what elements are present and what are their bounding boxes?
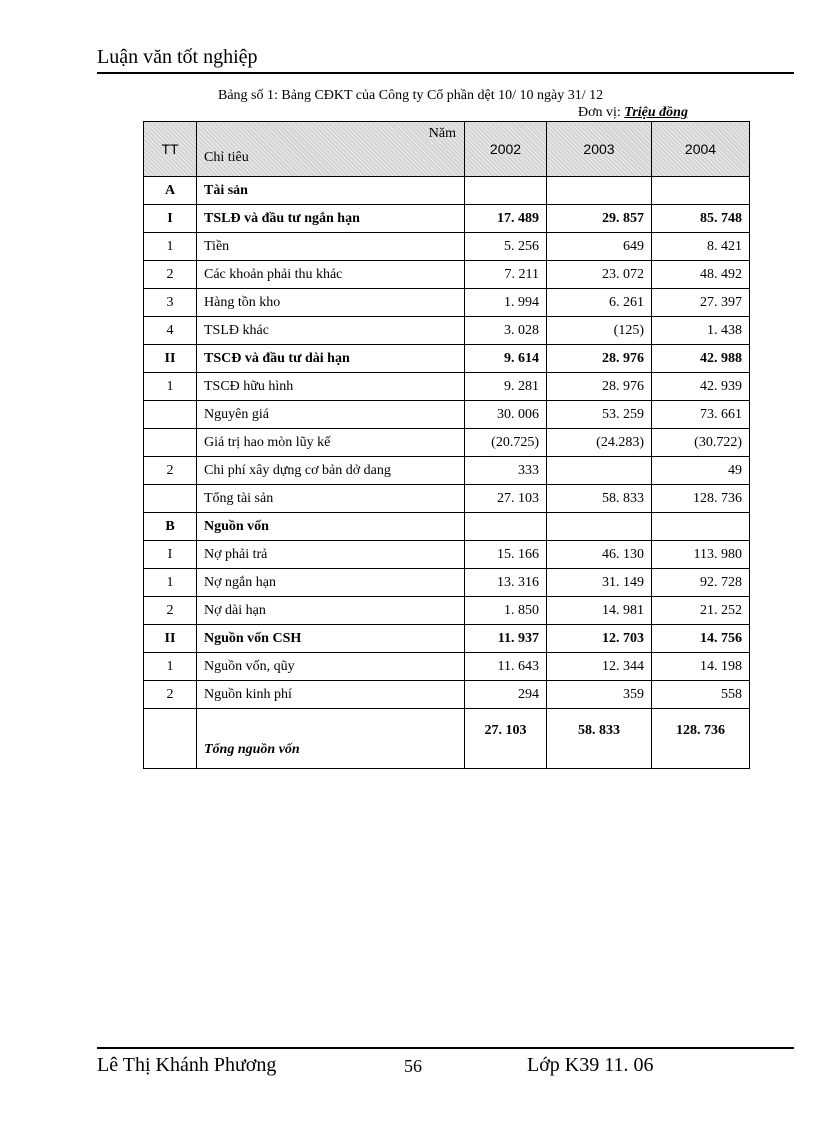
row-tt: 4 — [144, 317, 197, 345]
row-tt: 1 — [144, 569, 197, 597]
row-tt: 2 — [144, 457, 197, 485]
row-tt: 2 — [144, 681, 197, 709]
total-value-2004: 128. 736 — [652, 709, 750, 769]
row-value-2003: 649 — [547, 233, 652, 261]
row-tt — [144, 485, 197, 513]
row-value-2003: (125) — [547, 317, 652, 345]
row-value-2003 — [547, 457, 652, 485]
row-value-2003: 53. 259 — [547, 401, 652, 429]
table-row — [144, 681, 750, 709]
table-row — [144, 429, 750, 457]
row-value-2004: 48. 492 — [652, 261, 750, 289]
row-label: TSLĐ khác — [197, 317, 465, 345]
row-value-2003 — [547, 177, 652, 205]
row-value-2004: 113. 980 — [652, 541, 750, 569]
row-value-2003: 12. 703 — [547, 625, 652, 653]
header-chitieu: Chỉ tiêu — [204, 150, 249, 165]
row-tt: 1 — [144, 653, 197, 681]
row-value-2004: 92. 728 — [652, 569, 750, 597]
row-value-2002: 9. 614 — [465, 345, 547, 373]
table-row — [144, 569, 750, 597]
balance-sheet-table — [143, 121, 750, 769]
table-total-row — [144, 709, 750, 769]
table-row — [144, 233, 750, 261]
row-label: Chi phí xây dựng cơ bản dở dang — [197, 457, 465, 485]
header-year-2004: 2004 — [652, 122, 750, 177]
row-value-2003: 12. 344 — [547, 653, 652, 681]
row-label: Nợ ngắn hạn — [197, 569, 465, 597]
row-value-2004: 8. 421 — [652, 233, 750, 261]
row-value-2002: 30. 006 — [465, 401, 547, 429]
row-value-2004: (30.722) — [652, 429, 750, 457]
row-value-2002: 3. 028 — [465, 317, 547, 345]
row-label: Nợ phải trả — [197, 541, 465, 569]
row-value-2002 — [465, 513, 547, 541]
row-value-2003: 28. 976 — [547, 373, 652, 401]
row-label: Tài sản — [197, 177, 465, 205]
table-caption: Bảng số 1: Bảng CĐKT của Công ty Cổ phần dệt 10/ 10 ngày 31/ 12 — [218, 88, 604, 103]
table-row — [144, 289, 750, 317]
row-label: TSCĐ và đầu tư dài hạn — [197, 345, 465, 373]
footer-page-number: 56 — [404, 1056, 422, 1076]
footer-rule — [97, 1047, 794, 1049]
total-tt — [144, 709, 197, 769]
row-value-2004 — [652, 177, 750, 205]
row-label: Nguyên giá — [197, 401, 465, 429]
row-value-2003: 14. 981 — [547, 597, 652, 625]
row-value-2004: 1. 438 — [652, 317, 750, 345]
row-value-2002: (20.725) — [465, 429, 547, 457]
row-label: Hàng tồn kho — [197, 289, 465, 317]
total-label: Tổng nguồn vốn — [197, 709, 465, 769]
total-value-2002: 27. 103 — [465, 709, 547, 769]
table-row — [144, 345, 750, 373]
row-tt: 3 — [144, 289, 197, 317]
row-tt: II — [144, 625, 197, 653]
header-tt: TT — [144, 122, 197, 177]
table-row — [144, 653, 750, 681]
row-value-2004: 42. 988 — [652, 345, 750, 373]
row-tt — [144, 429, 197, 457]
row-value-2003: 28. 976 — [547, 345, 652, 373]
total-value-2003: 58. 833 — [547, 709, 652, 769]
table-row — [144, 485, 750, 513]
row-value-2004: 42. 939 — [652, 373, 750, 401]
row-value-2002: 294 — [465, 681, 547, 709]
row-value-2004: 27. 397 — [652, 289, 750, 317]
row-value-2002: 9. 281 — [465, 373, 547, 401]
row-value-2004: 558 — [652, 681, 750, 709]
row-value-2002: 333 — [465, 457, 547, 485]
row-value-2003: 31. 149 — [547, 569, 652, 597]
row-label: Nguồn vốn — [197, 513, 465, 541]
row-value-2003 — [547, 513, 652, 541]
table-row — [144, 597, 750, 625]
row-tt: 2 — [144, 261, 197, 289]
row-tt: A — [144, 177, 197, 205]
table-row — [144, 177, 750, 205]
row-value-2004: 21. 252 — [652, 597, 750, 625]
row-label: Nợ dài hạn — [197, 597, 465, 625]
row-value-2004: 49 — [652, 457, 750, 485]
row-value-2004 — [652, 513, 750, 541]
footer-class: Lớp K39 11. 06 — [527, 1054, 654, 1076]
row-label: Các khoản phải thu khác — [197, 261, 465, 289]
row-value-2002: 11. 937 — [465, 625, 547, 653]
table-row — [144, 513, 750, 541]
header-year-2003: 2003 — [547, 122, 652, 177]
unit-line — [578, 105, 688, 121]
row-value-2002: 7. 211 — [465, 261, 547, 289]
table-row — [144, 373, 750, 401]
row-value-2003: 46. 130 — [547, 541, 652, 569]
table-header-row — [144, 122, 750, 177]
unit-label: Đơn vị: — [578, 105, 621, 120]
row-label: Tổng tài sản — [197, 485, 465, 513]
row-label: TSLĐ và đầu tư ngắn hạn — [197, 205, 465, 233]
table-row — [144, 457, 750, 485]
row-value-2003: 359 — [547, 681, 652, 709]
table-row — [144, 625, 750, 653]
row-value-2002: 5. 256 — [465, 233, 547, 261]
row-value-2004: 14. 198 — [652, 653, 750, 681]
row-tt: II — [144, 345, 197, 373]
footer-author: Lê Thị Khánh Phương — [97, 1054, 277, 1076]
row-label: Tiền — [197, 233, 465, 261]
row-value-2002: 1. 994 — [465, 289, 547, 317]
row-tt: 2 — [144, 597, 197, 625]
row-value-2002: 1. 850 — [465, 597, 547, 625]
row-tt: B — [144, 513, 197, 541]
row-label: Giá trị hao mòn lũy kế — [197, 429, 465, 457]
unit-value: Triệu đồng — [624, 105, 688, 120]
page-header-title: Luận văn tốt nghiệp — [97, 46, 258, 68]
header-nam: Năm — [428, 126, 456, 141]
row-tt: I — [144, 541, 197, 569]
row-value-2002: 17. 489 — [465, 205, 547, 233]
row-value-2004: 128. 736 — [652, 485, 750, 513]
row-value-2004: 73. 661 — [652, 401, 750, 429]
table-row — [144, 317, 750, 345]
row-tt: 1 — [144, 233, 197, 261]
row-value-2003: (24.283) — [547, 429, 652, 457]
row-label: TSCĐ hữu hình — [197, 373, 465, 401]
row-value-2004: 14. 756 — [652, 625, 750, 653]
row-label: Nguồn vốn, qũy — [197, 653, 465, 681]
table-row — [144, 541, 750, 569]
table-row — [144, 401, 750, 429]
row-label: Nguồn kinh phí — [197, 681, 465, 709]
row-value-2002: 11. 643 — [465, 653, 547, 681]
table-row — [144, 261, 750, 289]
row-value-2003: 58. 833 — [547, 485, 652, 513]
row-label: Nguồn vốn CSH — [197, 625, 465, 653]
row-value-2003: 6. 261 — [547, 289, 652, 317]
header-rule — [97, 72, 794, 74]
row-tt — [144, 401, 197, 429]
row-tt: 1 — [144, 373, 197, 401]
row-value-2002 — [465, 177, 547, 205]
row-value-2004: 85. 748 — [652, 205, 750, 233]
row-value-2003: 29. 857 — [547, 205, 652, 233]
row-value-2002: 13. 316 — [465, 569, 547, 597]
header-year-2002: 2002 — [465, 122, 547, 177]
row-value-2003: 23. 072 — [547, 261, 652, 289]
row-value-2002: 15. 166 — [465, 541, 547, 569]
table-row — [144, 205, 750, 233]
row-tt: I — [144, 205, 197, 233]
row-value-2002: 27. 103 — [465, 485, 547, 513]
header-corner-cell — [197, 122, 465, 177]
